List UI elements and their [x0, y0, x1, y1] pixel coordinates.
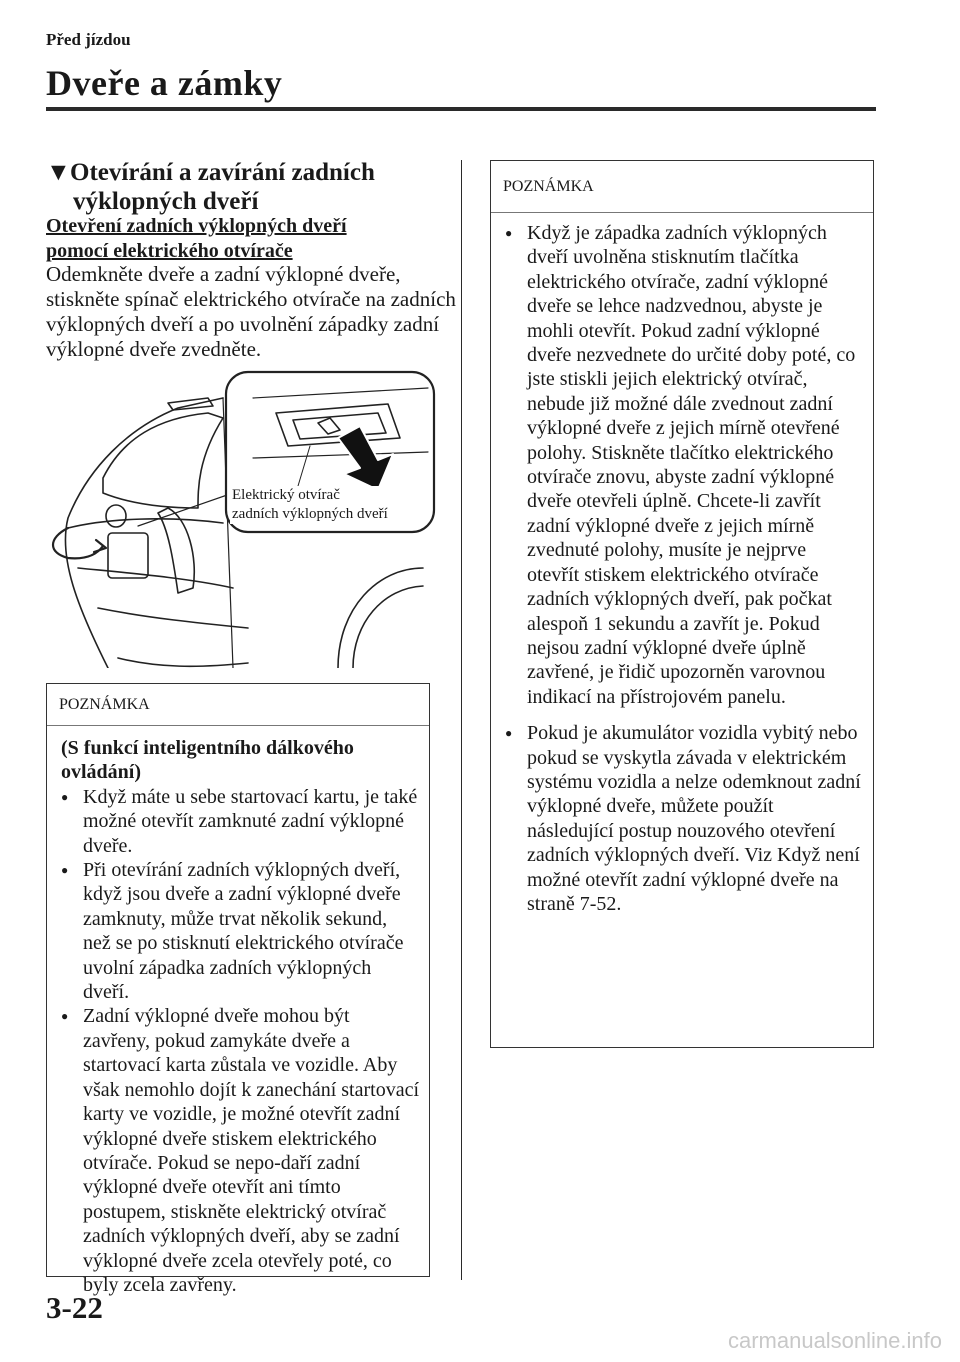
figure-label-line1: Elektrický otvírač: [232, 487, 340, 503]
watermark: carmanualsonline.info: [727, 1328, 942, 1353]
note-box-left: [46, 683, 430, 1296]
note-item: ● Když máte u sebe startovací kartu, je také možné otevřít zamknuté zadní výklopné dveře.: [61, 785, 419, 858]
note-heading: POZNÁMKA: [47, 684, 429, 726]
triangle-marker-icon: ▼: [46, 159, 71, 186]
note-condition: (S funkcí inteligentního dálkového ovládání): [61, 737, 354, 784]
note-body: [491, 213, 873, 916]
subheading-line1: Otevření zadních výklopných dveří: [46, 215, 347, 237]
note-box-right: [490, 160, 874, 1048]
note-heading: POZNÁMKA: [491, 161, 873, 213]
subheading-line2: pomocí elektrického otvírače: [46, 240, 293, 262]
note-item: ● Zadní výklopné dveře mohou být zavřeny, pokud zamykáte dveře a startovací karta zůstala ve vozidle. Aby však nemohlo dojít k zanechání startovací karty ve vozidle, je možné otevřít zadní výklopné dveře stiskem elektrického otvírače. Pokud se nepo-daří zadní výklopné dveře otevřít ani tímto postupem, stiskněte elektrický otvírač zadních výklopných dveří, aby se zadní výklopné dveře zcela otevřely poté, co byly zcela zavřeny.: [61, 1004, 419, 1297]
header-rule: [46, 107, 876, 111]
note-item: ● Když je západka zadních výklopných dveří uvolněna stisknutím tlačítka elektrického otvírače, zadní výklopné dveře se lehce nadzvednou, abyste je mohli otevřít. Pokud zadní výklopné dveře nezvednete do určité doby poté, co jste stiskli jejich elektrický otvírač, nebude již možné dále zvednout zadní výklopné dveře z jejich mírně otevřené polohy. Stiskněte tlačítko elektrického otvírače znovu, abyste zadní výklopné dveře otevřeli úplně. Chcete-li zavřít zadní výklopné dveře z jejich mírně zvednuté polohy, musíte je nejprve otevřít stiskem elektrického otvírače zadních výklopných dveří, pak počkat alespoň 1 sekundu a zavřít je. Pokud nejsou zadní výklopné dveře úplně zavřené, je řidič upozorněn varovnou indikací na přístrojovém panelu.: [505, 221, 863, 709]
section-title-line1: Otevírání a zavírání zadních: [70, 159, 375, 186]
page-title: Dveře a zámky: [46, 63, 283, 103]
note-list: [505, 221, 863, 916]
column-divider: [461, 160, 462, 1280]
figure-callout-label: [230, 486, 390, 524]
section-title: [46, 158, 446, 216]
subheading: [46, 214, 446, 264]
note-body: [47, 726, 429, 1297]
section-title-line2: výklopných dveří: [73, 188, 259, 215]
figure-label-line2: zadních výklopných dveří: [232, 506, 388, 522]
note-list: [61, 785, 419, 1298]
note-item: ● Pokud je akumulátor vozidla vybitý nebo pokud se vyskytla závada v elektrickém systému vozidla a nelze odemknout zadní výklopné dveře, můžete použít následující postup nouzového otevření zadních výklopných dveří. Viz Když není možné otevřít zadní výklopné dveře na straně 7-52.: [505, 721, 863, 916]
note-item: ● Při otevírání zadních výklopných dveří, když jsou dveře a zadní výklopné dveře zamknuty, může trvat několik sekund, než se po stisknutí elektrického otvírače uvolní západka zadních výklopných dveří.: [61, 858, 419, 1004]
section-label: Před jízdou: [46, 30, 131, 49]
page-number: 3-22: [46, 1290, 103, 1325]
body-paragraph: Odemkněte dveře a zadní výklopné dveře, stiskněte spínač elektrického otvírače na zadních výklopných dveří a po uvolnění západky zadní výklopné dveře zvedněte.: [46, 262, 456, 361]
